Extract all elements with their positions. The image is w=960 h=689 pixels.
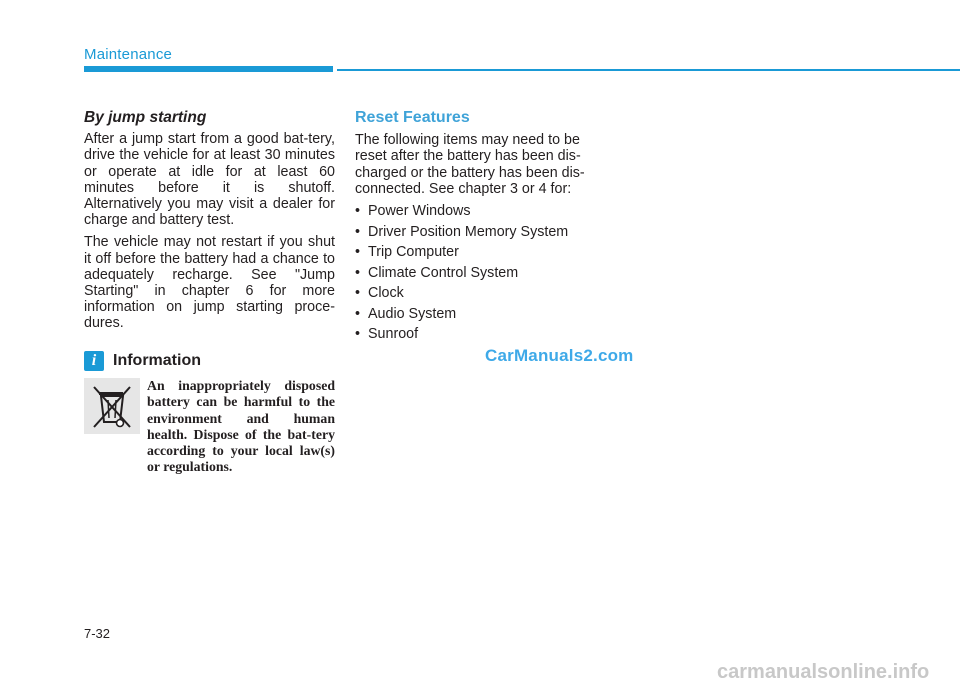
list-item: • Clock	[355, 285, 606, 301]
information-heading	[84, 350, 335, 372]
list-item: • Power Windows	[355, 203, 606, 219]
paragraph: After a jump start from a good bat-tery, drive the vehicle for at least 30 minutes or operate at idle for at least 60 minutes before it is shutoff. Alternatively you may visit a dealer for charge and battery test.	[84, 131, 335, 229]
information-label: Information	[113, 351, 201, 369]
section-title: Maintenance	[84, 46, 173, 63]
reset-intro: The following items may need to be reset after the battery has been dis-charged or the battery has been dis-connected. See chapter 3 or 4 for:	[355, 132, 585, 197]
header-rule-thick	[84, 66, 333, 72]
page-number: 7-32	[84, 626, 111, 641]
list-item: • Driver Position Memory System	[355, 224, 606, 240]
crossed-out-bin-icon	[84, 378, 140, 434]
reset-items-list	[355, 203, 606, 342]
right-column	[355, 110, 606, 347]
information-body	[84, 378, 335, 478]
paragraph: The vehicle may not restart if you shut it off before the battery had a chance to adequately recharge. See "Jump Starting" in chapter 6 for more information on jump starting proce-dures.	[84, 234, 335, 332]
left-column	[84, 110, 335, 372]
list-item: • Trip Computer	[355, 244, 606, 260]
information-text: An inappropriately disposed battery can be harmful to the environment and human health. Dispose of the bat-tery according to your local law(s) or regulations.	[147, 378, 335, 475]
info-icon: i	[84, 351, 104, 371]
list-item: • Climate Control System	[355, 265, 606, 281]
bottom-watermark: carmanualsonline.info	[717, 661, 930, 683]
header-rule-thin	[337, 69, 960, 71]
list-item: • Audio System	[355, 306, 606, 322]
watermark-link[interactable]: CarManuals2.com	[485, 346, 634, 365]
list-item: • Sunroof	[355, 326, 606, 342]
reset-features-heading: Reset Features	[355, 109, 470, 126]
jump-start-heading: By jump starting	[84, 109, 207, 126]
